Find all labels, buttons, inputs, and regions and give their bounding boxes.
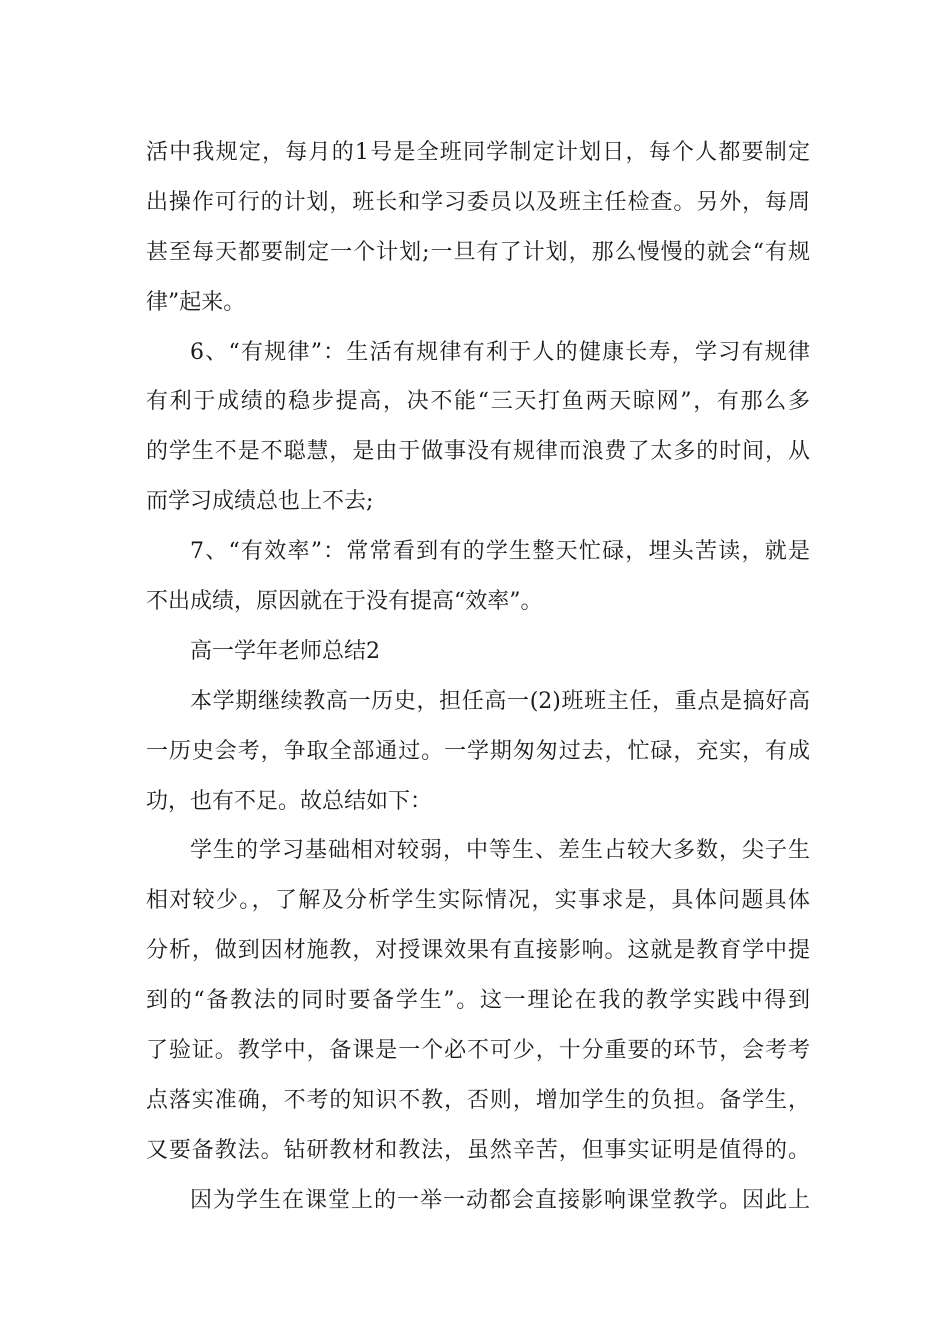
text-line: 本学期继续教高一历史，担任高一(2)班班主任，重点是搞好高 xyxy=(190,688,810,714)
text-line: 分析，做到因材施教，对授课效果有直接影响。这就是教育学中提 xyxy=(146,938,810,964)
text-line: 学生的学习基础相对较弱，中等生、差生占较大多数，尖子生 xyxy=(190,838,810,864)
text-line: 6、“有规律”：生活有规律有利于人的健康长寿，学习有规律 xyxy=(190,339,810,365)
text-line: 律”起来。 xyxy=(146,289,246,315)
text-line: 又要备教法。钻研教材和教法，虽然辛苦，但事实证明是值得的。 xyxy=(146,1137,810,1163)
text-line: 功，也有不足。故总结如下： xyxy=(146,788,433,814)
text-line: 甚至每天都要制定一个计划;一旦有了计划，那么慢慢的就会“有规 xyxy=(146,239,810,265)
text-line: 了验证。教学中，备课是一个必不可少，十分重要的环节，会考考 xyxy=(146,1038,810,1064)
text-line: 一历史会考，争取全部通过。一学期匆匆过去，忙碌，充实，有成 xyxy=(146,738,810,764)
text-line: 出操作可行的计划，班长和学习委员以及班主任检查。另外，每周 xyxy=(146,189,810,215)
text-line: 7、“有效率”：常常看到有的学生整天忙碌，埋头苦读，就是 xyxy=(190,539,810,565)
text-line: 因为学生在课堂上的一举一动都会直接影响课堂教学。因此上 xyxy=(190,1187,810,1213)
text-line: 不出成绩，原因就在于没有提高“效率”。 xyxy=(146,589,543,615)
text-line: 的学生不是不聪慧，是由于做事没有规律而浪费了太多的时间，从 xyxy=(146,439,810,465)
text-line: 高一学年老师总结2 xyxy=(190,638,380,664)
document-body xyxy=(146,128,810,1226)
text-line: 到的“备教法的同时要备学生”。这一理论在我的教学实践中得到 xyxy=(146,988,810,1014)
text-line: 活中我规定，每月的1号是全班同学制定计划日，每个人都要制定 xyxy=(146,140,810,165)
text-line: 相对较少。，了解及分析学生实际情况，实事求是，具体问题具体 xyxy=(146,888,810,914)
text-line: 点落实准确，不考的知识不教，否则，增加学生的负担。备学生， xyxy=(146,1087,810,1113)
text-line: 有利于成绩的稳步提高，决不能“三天打鱼两天晾网”，有那么多 xyxy=(146,389,810,415)
text-line: 而学习成绩总也上不去; xyxy=(146,489,374,515)
